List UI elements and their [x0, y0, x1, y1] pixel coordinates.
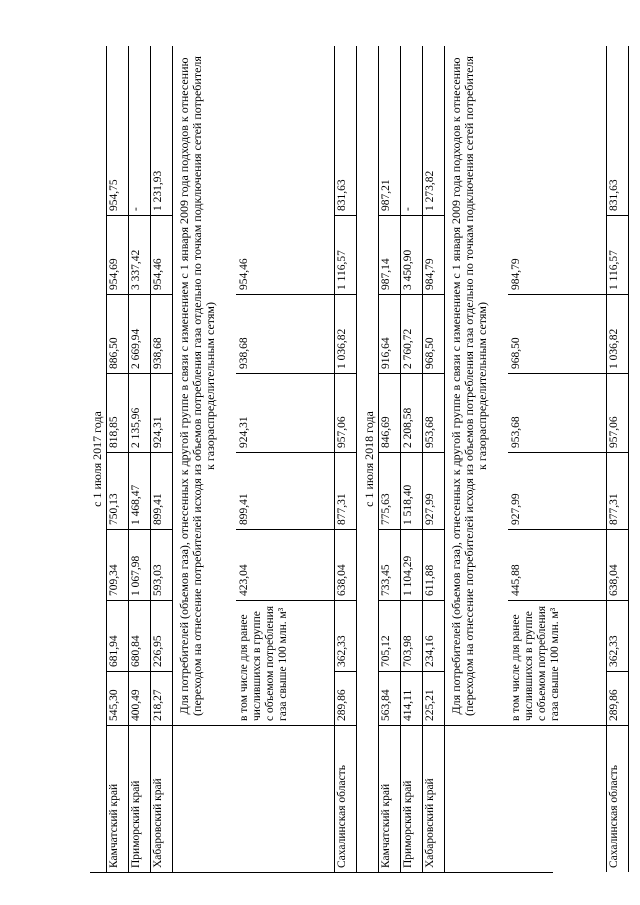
- table-row: [128, 46, 151, 872]
- note-top-rule: [444, 46, 445, 872]
- value-cell: 775,63: [378, 453, 400, 530]
- value-cell: 954,69: [106, 216, 128, 295]
- value-cell: 938,68: [150, 295, 172, 374]
- value-cell: 831,63: [334, 154, 356, 216]
- value-cell: 953,68: [422, 374, 444, 453]
- value-cell: 886,50: [106, 295, 128, 374]
- value-cell: 1 231,93: [150, 154, 172, 216]
- subgroup-value-cell: 927,99: [508, 453, 606, 530]
- subgroup-value-cell: 423,04: [236, 530, 334, 601]
- value-cell: 1 067,98: [128, 530, 150, 601]
- table-row: [334, 46, 357, 872]
- value-cell: 563,84: [378, 672, 400, 726]
- subgroup-row: [236, 46, 335, 872]
- value-cell: 593,03: [150, 530, 172, 601]
- value-cell: 3 450,90: [400, 216, 422, 295]
- value-cell: 2 760,72: [400, 295, 422, 374]
- value-cell: 846,69: [378, 374, 400, 453]
- value-cell: 957,06: [606, 374, 628, 453]
- value-cell: 680,84: [128, 601, 150, 672]
- value-cell: 234,16: [422, 601, 444, 672]
- subgroup-value-cell: 938,68: [236, 295, 334, 374]
- region-name-cell: Камчатский край: [108, 783, 120, 868]
- value-cell: 611,88: [422, 530, 444, 601]
- section-title-rule: [90, 46, 107, 872]
- value-cell: 916,64: [378, 295, 400, 374]
- value-cell: 927,99: [422, 453, 444, 530]
- value-cell: 362,33: [334, 601, 356, 672]
- value-cell: 226,95: [150, 601, 172, 672]
- region-name-cell: Приморский край: [130, 780, 142, 868]
- value-cell: 289,86: [606, 672, 628, 726]
- subgroup-value-cell: 953,68: [508, 374, 606, 453]
- value-cell: -: [400, 154, 422, 216]
- value-cell: 289,86: [334, 672, 356, 726]
- value-cell: 709,34: [106, 530, 128, 601]
- table-row: [606, 46, 629, 872]
- value-cell: 362,33: [606, 601, 628, 672]
- value-cell: 877,31: [334, 453, 356, 530]
- value-cell: 954,46: [150, 216, 172, 295]
- table-row: [422, 46, 445, 872]
- note-left-rule: [172, 725, 334, 726]
- value-cell: 1 036,82: [334, 295, 356, 374]
- region-name-cell: Приморский край: [402, 780, 414, 868]
- subgroup-row: [508, 46, 607, 872]
- value-cell: 1 518,40: [400, 453, 422, 530]
- value-cell: -: [128, 154, 150, 216]
- value-cell: 225,21: [422, 672, 444, 726]
- value-cell: 3 337,42: [128, 216, 150, 295]
- value-cell: 968,50: [422, 295, 444, 374]
- value-cell: 984,79: [422, 216, 444, 295]
- section-title-rule: [362, 46, 379, 872]
- section-title: с 1 июля 2017 года: [90, 411, 104, 507]
- value-cell: 414,11: [400, 672, 422, 726]
- value-cell: 703,98: [400, 601, 422, 672]
- table-row: [150, 46, 173, 872]
- value-cell: 987,14: [378, 216, 400, 295]
- subgroup-value-cell: 924,31: [236, 374, 334, 453]
- value-cell: 1 273,82: [422, 154, 444, 216]
- value-cell: 638,04: [606, 530, 628, 601]
- value-cell: 1 036,82: [606, 295, 628, 374]
- subgroup-label: в том числе для ранее числившихся в группе с объемом потребления газа свыше 100 млн. м³: [508, 601, 606, 726]
- subgroup-value-cell: 968,50: [508, 295, 606, 374]
- region-name-cell: Хабаровский край: [424, 778, 436, 868]
- value-cell: 750,13: [106, 453, 128, 530]
- table-row: [378, 46, 401, 872]
- table-row: [400, 46, 423, 872]
- table-row: [106, 46, 129, 872]
- value-cell: 1 116,57: [606, 216, 628, 295]
- value-cell: 1 468,47: [128, 453, 150, 530]
- subgroup-value-cell: 984,79: [508, 216, 606, 295]
- value-cell: 705,12: [378, 601, 400, 672]
- value-cell: 1 116,57: [334, 216, 356, 295]
- value-cell: 400,49: [128, 672, 150, 726]
- region-name-cell: Сахалинская область: [336, 765, 348, 868]
- subgroup-value-cell: 445,88: [508, 530, 606, 601]
- region-name-cell: Камчатский край: [380, 783, 392, 868]
- note-left-rule: [444, 725, 606, 726]
- value-cell: 2 208,58: [400, 374, 422, 453]
- value-cell: 877,31: [606, 453, 628, 530]
- value-cell: 218,27: [150, 672, 172, 726]
- value-cell: 899,41: [150, 453, 172, 530]
- value-cell: 2 669,94: [128, 295, 150, 374]
- region-name-cell: Хабаровский край: [152, 778, 164, 868]
- value-cell: 681,94: [106, 601, 128, 672]
- value-cell: 831,63: [606, 154, 628, 216]
- region-name-cell: Сахалинская область: [608, 765, 620, 868]
- value-cell: 924,31: [150, 374, 172, 453]
- value-cell: 957,06: [334, 374, 356, 453]
- value-cell: 1 104,29: [400, 530, 422, 601]
- value-cell: 638,04: [334, 530, 356, 601]
- value-cell: 954,75: [106, 154, 128, 216]
- group-change-note: Для потребителей (объемов газа), отнесенных к другой группе в связи с изменением с 1 января 2009 года подходов к отнесению (переходом на отнесение потребителей исходя из объемов потребления газа отдельно по точкам подключения сетей потребителя к газораспределительным сетям): [449, 56, 489, 716]
- tariff-table: [90, 46, 620, 873]
- subgroup-label: в том числе для ранее числившихся в группе с объемом потребления газа свыше 100 млн. м³: [236, 601, 334, 726]
- section-title: с 1 июля 2018 года: [362, 411, 376, 507]
- group-change-note: Для потребителей (объемов газа), отнесенных к другой группе в связи с изменением с 1 января 2009 года подходов к отнесению (переходом на отнесение потребителей исходя из объемов потребления газа отдельно по точкам подключения сетей потребителя к газораспределительным сетям): [177, 56, 217, 716]
- note-top-rule: [172, 46, 173, 872]
- value-cell: 987,21: [378, 154, 400, 216]
- value-cell: 733,45: [378, 530, 400, 601]
- subgroup-value-cell: 954,46: [236, 216, 334, 295]
- value-cell: 545,30: [106, 672, 128, 726]
- value-cell: 2 135,96: [128, 374, 150, 453]
- value-cell: 818,85: [106, 374, 128, 453]
- subgroup-value-cell: 899,41: [236, 453, 334, 530]
